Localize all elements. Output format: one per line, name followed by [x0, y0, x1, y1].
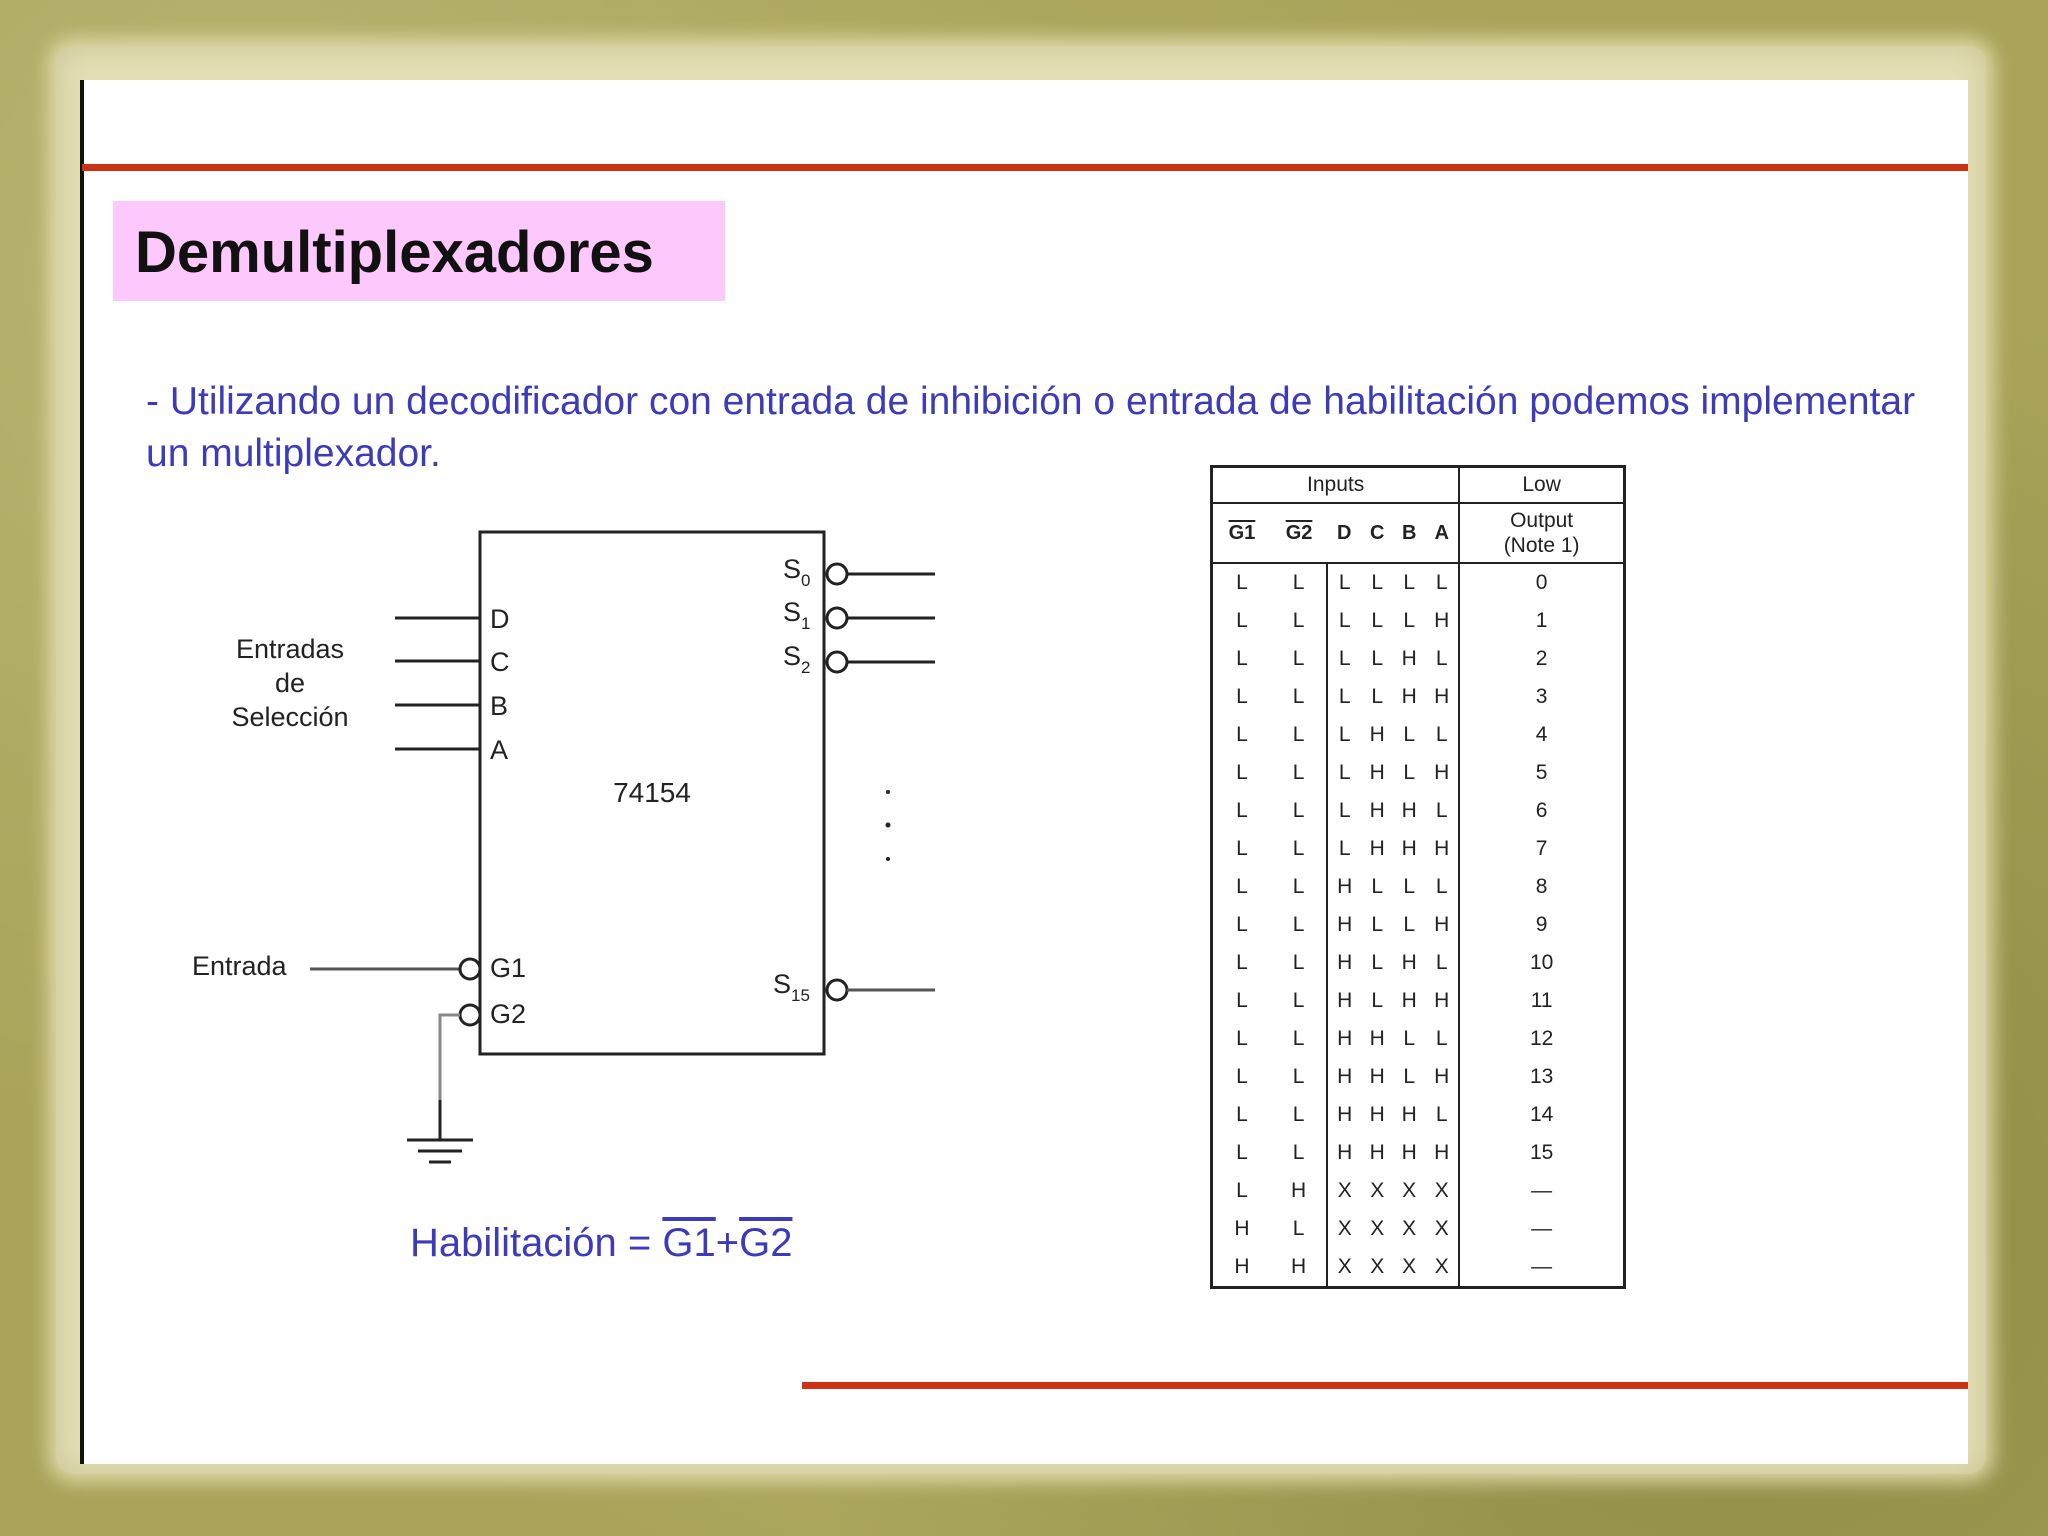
slide-title: Demultiplexadores [135, 220, 654, 285]
col-header-d: D [1327, 503, 1361, 563]
table-row [1212, 1096, 1625, 1134]
input-cell: L [1338, 761, 1351, 784]
truth-table-body [1212, 563, 1625, 1288]
g2-ground-wire [440, 1015, 460, 1139]
input-cell: H [1337, 951, 1353, 974]
input-cell: L [1236, 1027, 1248, 1050]
input-cell: L [1403, 571, 1416, 594]
col-header-g1: G1 [1212, 503, 1271, 563]
pin-d: D [490, 604, 510, 634]
input-cell: L [1271, 678, 1327, 716]
col-header-c: C [1361, 503, 1393, 563]
input-cell: X [1402, 1255, 1417, 1278]
ellipsis-dot-3 [886, 857, 890, 861]
input-cell: H [1425, 1134, 1459, 1172]
g1-bubble [460, 959, 480, 979]
table-row [1212, 982, 1625, 1020]
input-cell: H [1369, 761, 1385, 784]
input-cell: H [1337, 913, 1353, 936]
input-cell: H [1425, 678, 1459, 716]
input-cell: L [1338, 685, 1351, 708]
equation-term-g1: G1 [662, 1221, 716, 1265]
input-cell: H [1369, 1103, 1385, 1126]
input-cell: H [1425, 754, 1459, 792]
s2-bubble [827, 652, 847, 672]
input-cell: L [1271, 944, 1327, 982]
input-cell: L [1236, 609, 1248, 632]
input-cell: L [1236, 875, 1248, 898]
select-label-line2: de [274, 668, 306, 698]
input-cell: H [1271, 1248, 1327, 1288]
input-cell: H [1401, 685, 1417, 708]
output-cell: — [1531, 1217, 1553, 1240]
table-row [1212, 716, 1625, 754]
table-row [1212, 1210, 1625, 1248]
col-header-b: B [1393, 503, 1425, 563]
input-cell: L [1403, 875, 1416, 898]
input-cell: L [1371, 951, 1384, 974]
input-label: Entrada [192, 951, 287, 981]
table-row [1212, 602, 1625, 640]
input-cell: X [1370, 1255, 1385, 1278]
table-row [1212, 754, 1625, 792]
input-cell: L [1271, 792, 1327, 830]
low-group-header: Low [1459, 467, 1624, 504]
input-cell: H [1337, 875, 1353, 898]
input-cell: L [1236, 1065, 1248, 1088]
input-cell: H [1425, 602, 1459, 640]
output-cell: 5 [1535, 761, 1548, 784]
equation-plus: + [715, 1221, 740, 1265]
input-cell: L [1371, 875, 1384, 898]
s15-bubble [827, 980, 847, 1000]
input-cell: L [1338, 837, 1351, 860]
input-cell: L [1271, 563, 1327, 602]
equation-prefix: Habilitación = [410, 1221, 663, 1265]
output-header-line1: Output [1510, 509, 1574, 532]
input-cell: L [1271, 982, 1327, 1020]
input-cell: L [1271, 1134, 1327, 1172]
input-cell: H [1401, 837, 1417, 860]
pin-a: A [490, 735, 509, 765]
body-text: - Utilizando un decodificador con entrada de inhibición o entrada de habilitación podemos implementar un multiplexador. [146, 380, 1916, 475]
output-cell: 1 [1535, 609, 1548, 632]
output-cell: 10 [1529, 951, 1554, 974]
table-row [1212, 792, 1625, 830]
input-cell: H [1337, 1141, 1353, 1164]
col-header-a: A [1425, 503, 1459, 563]
input-cell: H [1401, 1103, 1417, 1126]
input-cell: L [1271, 716, 1327, 754]
input-cell: H [1401, 1141, 1417, 1164]
pin-b: B [490, 691, 509, 721]
input-cell: H [1425, 830, 1459, 868]
input-cell: L [1425, 1096, 1459, 1134]
input-cell: L [1271, 1058, 1327, 1096]
output-cell: 8 [1535, 875, 1548, 898]
input-cell: L [1403, 761, 1416, 784]
input-cell: H [1337, 1065, 1353, 1088]
output-cell: 14 [1529, 1103, 1554, 1126]
input-cell: L [1371, 647, 1384, 670]
input-cell: L [1236, 1141, 1248, 1164]
input-cell: H [1337, 989, 1353, 1012]
input-cell: H [1401, 647, 1417, 670]
input-cell: L [1371, 989, 1384, 1012]
input-cell: H [1369, 837, 1385, 860]
col-header-output [1459, 503, 1624, 563]
output-cell: 12 [1529, 1027, 1554, 1050]
input-cell: L [1425, 868, 1459, 906]
table-row [1212, 1058, 1625, 1096]
table-row [1212, 563, 1625, 602]
input-cell: L [1271, 1096, 1327, 1134]
input-cell: L [1236, 1103, 1248, 1126]
enable-equation [410, 1221, 792, 1266]
output-cell: 9 [1535, 913, 1548, 936]
input-cell: L [1425, 944, 1459, 982]
input-cell: X [1425, 1210, 1459, 1248]
input-cell: L [1236, 913, 1248, 936]
output-cell: 0 [1535, 571, 1548, 594]
equation-term-g2: G2 [739, 1221, 793, 1265]
table-row [1212, 830, 1625, 868]
input-cell: L [1271, 1210, 1327, 1248]
s1-bubble [827, 608, 847, 628]
input-cell: H [1337, 1027, 1353, 1050]
demux-diagram [80, 80, 1080, 1330]
input-cell: L [1371, 685, 1384, 708]
input-cell: H [1234, 1255, 1250, 1278]
input-cell: L [1271, 830, 1327, 868]
s0-bubble [827, 564, 847, 584]
chip-label: 74154 [613, 777, 691, 808]
output-cell: 4 [1535, 723, 1548, 746]
input-cell: L [1425, 716, 1459, 754]
input-cell: X [1402, 1217, 1417, 1240]
input-cell: H [1425, 1058, 1459, 1096]
table-row [1212, 1248, 1625, 1288]
input-cell: L [1271, 868, 1327, 906]
input-cell: H [1401, 951, 1417, 974]
output-cell: 6 [1535, 799, 1548, 822]
table-row [1212, 640, 1625, 678]
input-cell: L [1425, 792, 1459, 830]
input-cell: H [1401, 989, 1417, 1012]
input-cell: L [1236, 571, 1248, 594]
ellipsis-dot-2 [886, 823, 891, 828]
select-label-line1: Entradas [235, 634, 345, 664]
input-cell: L [1236, 685, 1248, 708]
table-row [1212, 678, 1625, 716]
input-cell: X [1402, 1179, 1417, 1202]
input-cell: L [1236, 647, 1248, 670]
output-cell: — [1531, 1179, 1553, 1202]
inputs-group-header: Inputs [1212, 467, 1460, 504]
col-header-g2: G2 [1271, 503, 1327, 563]
truth-table [1210, 465, 1626, 1289]
input-cell: L [1236, 951, 1248, 974]
output-cell: 13 [1529, 1065, 1554, 1088]
pin-c: C [490, 647, 510, 677]
input-cell: L [1271, 602, 1327, 640]
input-cell: L [1338, 647, 1351, 670]
input-cell: H [1369, 799, 1385, 822]
input-cell: L [1236, 723, 1248, 746]
input-cell: L [1271, 754, 1327, 792]
input-cell: L [1425, 640, 1459, 678]
input-cell: L [1403, 913, 1416, 936]
output-s2: $S_2$ [783, 641, 811, 677]
input-cell: L [1236, 989, 1248, 1012]
input-cell: X [1337, 1179, 1352, 1202]
output-cell: — [1531, 1255, 1553, 1278]
output-cell: 11 [1530, 989, 1553, 1012]
input-cell: X [1337, 1255, 1352, 1278]
input-cell: L [1338, 609, 1351, 632]
output-cell: 15 [1529, 1141, 1554, 1164]
input-cell: L [1403, 723, 1416, 746]
pin-g1: G1 [490, 953, 527, 983]
input-cell: L [1371, 913, 1384, 936]
input-cell: L [1425, 1020, 1459, 1058]
output-cell: 2 [1535, 647, 1548, 670]
input-cell: L [1403, 1027, 1416, 1050]
input-cell: X [1370, 1217, 1385, 1240]
input-cell: H [1425, 906, 1459, 944]
g2-bubble [460, 1005, 480, 1025]
input-cell: H [1337, 1103, 1353, 1126]
table-row [1212, 1172, 1625, 1210]
output-cell: 3 [1535, 685, 1548, 708]
bottom-rule [802, 1382, 1968, 1389]
input-cell: L [1236, 761, 1248, 784]
input-cell: H [1369, 1065, 1385, 1088]
table-row [1212, 1020, 1625, 1058]
slide [80, 80, 1968, 1464]
table-row [1212, 906, 1625, 944]
input-cell: L [1271, 906, 1327, 944]
input-cell: L [1236, 1179, 1248, 1202]
input-cell: L [1371, 571, 1384, 594]
input-cell: X [1337, 1217, 1352, 1240]
ellipsis-dot-1 [886, 790, 890, 794]
input-cell: L [1371, 609, 1384, 632]
table-row [1212, 868, 1625, 906]
input-cell: X [1425, 1248, 1459, 1288]
input-cell: L [1236, 799, 1248, 822]
input-cell: L [1338, 799, 1351, 822]
input-cell: H [1369, 723, 1385, 746]
input-cell: H [1369, 1141, 1385, 1164]
input-cell: L [1271, 640, 1327, 678]
table-row [1212, 1134, 1625, 1172]
input-cell: X [1370, 1179, 1385, 1202]
output-header-line2: (Note 1) [1503, 534, 1580, 557]
input-cell: L [1425, 563, 1459, 602]
input-cell: H [1271, 1172, 1327, 1210]
input-cell: H [1369, 1027, 1385, 1050]
pin-g2: G2 [490, 999, 527, 1029]
output-cell: 7 [1535, 837, 1548, 860]
output-s0: $S_0$ [783, 554, 811, 590]
input-cell: L [1236, 837, 1248, 860]
input-cell: H [1425, 982, 1459, 1020]
input-cell: L [1338, 723, 1351, 746]
input-cell: H [1234, 1217, 1250, 1240]
output-s15: $S_{15}$ [773, 969, 810, 1005]
input-cell: L [1403, 609, 1416, 632]
select-label-line3: Selección [231, 702, 349, 732]
input-cell: L [1403, 1065, 1416, 1088]
input-cell: H [1401, 799, 1417, 822]
input-cell: L [1338, 571, 1351, 594]
input-cell: L [1271, 1020, 1327, 1058]
output-s1: $S_1$ [783, 597, 811, 633]
input-cell: X [1425, 1172, 1459, 1210]
table-row [1212, 944, 1625, 982]
